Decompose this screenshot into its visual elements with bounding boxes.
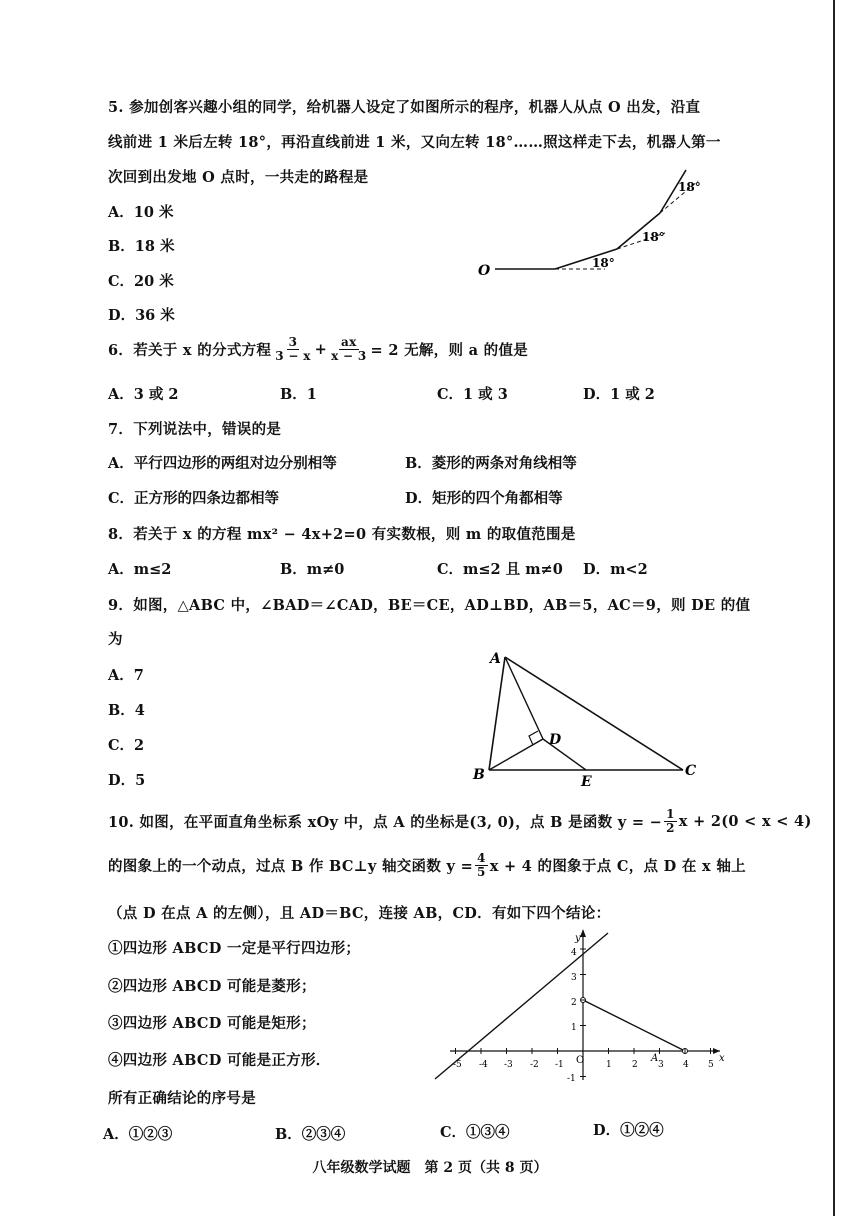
origin-label: O [576, 1055, 585, 1066]
angle-label-1: 18° [592, 256, 615, 270]
q10-frac2-denominator: 5 [477, 865, 486, 879]
q9-option-c: C．2 [108, 737, 145, 754]
angle-label-3: 18° [678, 180, 701, 194]
q10-line-1-tail: x + 2(0 < x < 4) [678, 813, 812, 830]
q7-option-b: B．菱形的两条对角线相等 [405, 455, 577, 472]
q9-triangle-figure [465, 645, 725, 790]
q6-option-a: A．3 或 2 [108, 386, 179, 403]
q8-stem: 8．若关于 x 的方程 mx² − 4x+2=0 有实数根，则 m 的取值范围是 [108, 526, 576, 543]
x-tick-label-neg2: -2 [530, 1060, 539, 1070]
q5-line-3: 次回到出发地 O 点时，一共走的路程是 [108, 169, 369, 186]
x-tick-label-1: 1 [606, 1060, 612, 1070]
q10-fraction-1 [664, 808, 677, 835]
q9-line-1: 9．如图，△ABC 中，∠BAD＝∠CAD，BE＝CE，AD⊥BD，AB＝5，AC＝9，则 DE 的值 [108, 597, 751, 614]
q9-option-d: D．5 [108, 772, 146, 789]
x-tick-label-4: 4 [683, 1060, 689, 1070]
q6-frac1-denominator: 3 − x [275, 349, 311, 363]
q7-option-a: A．平行四边形的两组对边分别相等 [108, 455, 337, 472]
q10-frac2-numerator: 4 [477, 851, 486, 865]
vertex-b-label: B [473, 767, 485, 783]
page-footer: 八年级数学试题 第 2 页（共 8 页） [312, 1160, 548, 1176]
y-tick-label-3: 3 [571, 973, 577, 983]
q10-option-a: A．①②③ [103, 1126, 173, 1143]
q10-line-1 [108, 808, 812, 835]
q6-plus: + [314, 341, 328, 358]
q9-line-2: 为 [108, 631, 123, 648]
x-axis-label: x [719, 1053, 725, 1064]
point-d-label: D [549, 732, 562, 748]
point-e-label: E [581, 774, 592, 790]
q10-conclusion-3: ③四边形 ABCD 可能是矩形； [108, 1015, 316, 1032]
point-o-label: O [478, 263, 491, 279]
q9-option-b: B．4 [108, 702, 145, 719]
q10-fraction-2 [475, 852, 488, 879]
q5-option-d: D．36 米 [108, 307, 175, 324]
segment-bd [489, 739, 543, 770]
q6-frac2-numerator: ax [341, 335, 357, 349]
q8-option-b: B．m≠0 [280, 561, 345, 578]
q6-option-c: C．1 或 3 [437, 386, 508, 403]
x-tick-label-2: 2 [632, 1060, 638, 1070]
q10-line-2-lead: 的图象上的一个动点，过点 B 作 BC⊥y 轴交函数 y = [108, 858, 474, 875]
q5-option-a: A．10 米 [108, 204, 174, 221]
q6-tail: = 2 无解，则 a 的值是 [370, 342, 529, 359]
q6-stem [108, 336, 528, 363]
q9-option-a: A．7 [108, 667, 144, 684]
q10-frac1-numerator: 1 [666, 807, 675, 821]
y-axis-arrow [580, 929, 586, 937]
q10-line-3: （点 D 在点 A 的左侧），且 AD＝BC，连接 AB，CD．有如下四个结论： [108, 905, 611, 922]
q5-line-1: 5. 参加创客兴趣小组的同学，给机器人设定了如图所示的程序，机器人从点 O 出发，沿直 [108, 99, 701, 116]
q10-conclusion-4: ④四边形 ABCD 可能是正方形． [108, 1052, 331, 1069]
q10-option-b: B．②③④ [275, 1126, 346, 1143]
q10-line-1-lead: 10. 如图，在平面直角坐标系 xOy 中，点 A 的坐标是(3, 0)，点 B 是函数 y = − [108, 814, 663, 831]
x-tick-label-neg4: -4 [479, 1060, 488, 1070]
x-tick-label-3: 3 [658, 1060, 664, 1070]
q10-coordinate-graph [430, 925, 730, 1085]
y-tick-label-1: 1 [571, 1023, 577, 1033]
vertex-c-label: C [685, 763, 697, 779]
q6-frac2-denominator: x − 3 [331, 349, 367, 363]
angle-label-2: 18° [642, 230, 665, 244]
page-right-edge [833, 0, 835, 1216]
q7-option-c: C．正方形的四条边都相等 [108, 490, 280, 507]
q6-fraction-2 [329, 336, 368, 363]
q7-option-d: D．矩形的四个角都相等 [405, 490, 563, 507]
x-tick-label-neg1: -1 [555, 1060, 564, 1070]
x-tick-label-neg5: -5 [453, 1060, 462, 1070]
x-tick-label-5: 5 [708, 1060, 714, 1070]
q10-conclusion-1: ①四边形 ABCD 一定是平行四边形； [108, 940, 361, 957]
q10-line-2-tail: x + 4 的图象于点 C，点 D 在 x 轴上 [489, 858, 746, 875]
x-tick-label-neg3: -3 [504, 1060, 513, 1070]
q8-option-a: A．m≤2 [108, 561, 172, 578]
q10-line-2 [108, 852, 746, 879]
y-axis-label: y [575, 933, 581, 944]
q5-line-2: 线前进 1 米后左转 18°，再沿直线前进 1 米，又向左转 18°……照这样走下去，机器人第一 [108, 134, 721, 151]
q10-frac1-denominator: 2 [666, 821, 675, 835]
q5-option-c: C．20 米 [108, 273, 174, 290]
q7-stem: 7．下列说法中，错误的是 [108, 421, 282, 438]
q8-option-d: D．m<2 [583, 561, 648, 578]
q5-robot-path-figure [470, 165, 720, 285]
point-a-label: A [651, 1053, 659, 1064]
q6-option-d: D．1 或 2 [583, 386, 655, 403]
segment-y-neg-half-x-plus-2 [583, 1000, 685, 1051]
vertex-a-label: A [490, 651, 501, 667]
y-tick-label-4: 4 [571, 948, 577, 958]
q10-conclusion-2: ②四边形 ABCD 可能是菱形； [108, 978, 316, 995]
q6-frac1-numerator: 3 [288, 335, 298, 349]
q10-question: 所有正确结论的序号是 [108, 1090, 256, 1107]
q5-option-b: B．18 米 [108, 238, 175, 255]
y-tick-label-2: 2 [571, 998, 577, 1008]
segment-ab [489, 657, 505, 770]
q10-option-d: D．①②④ [593, 1122, 664, 1139]
y-tick-label-neg1: -1 [567, 1074, 576, 1084]
q6-option-b: B．1 [280, 386, 317, 403]
q6-fraction-1 [273, 336, 312, 363]
q8-option-c: C．m≤2 且 m≠0 [437, 561, 563, 578]
q6-lead: 6．若关于 x 的分式方程 [108, 342, 272, 359]
q10-option-c: C．①③④ [440, 1124, 510, 1141]
